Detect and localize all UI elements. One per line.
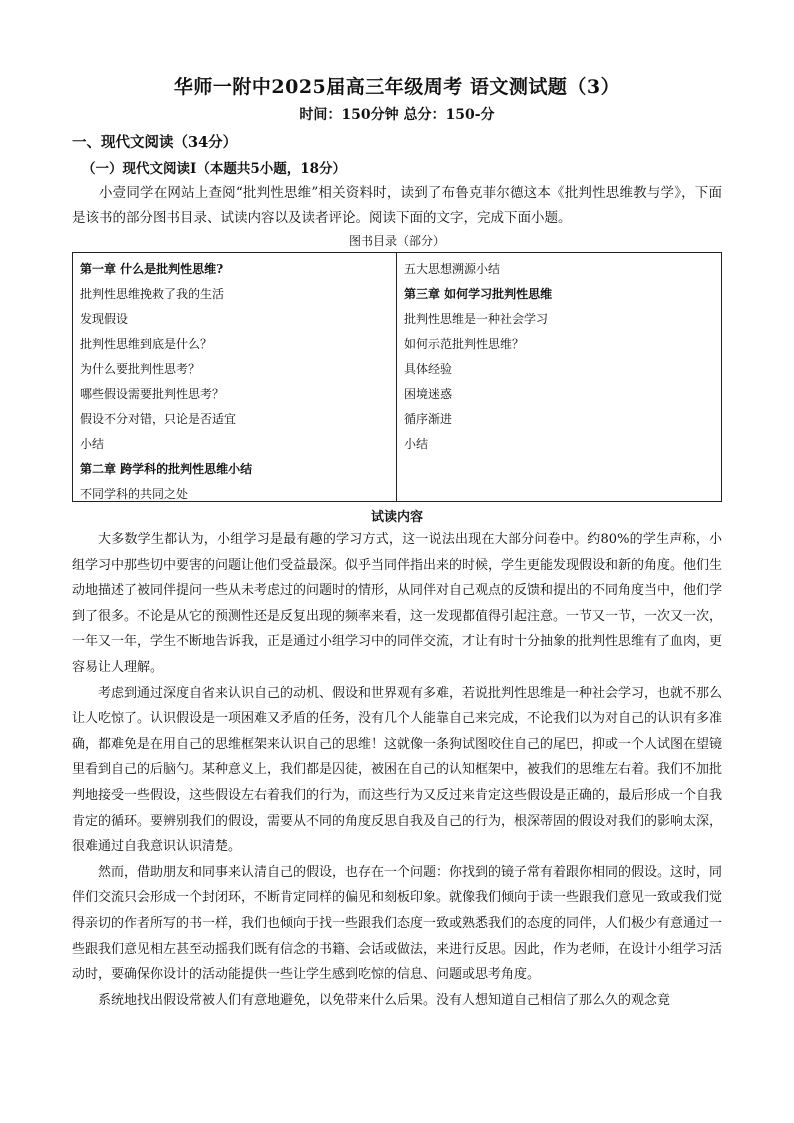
toc-chapter-heading: 第二章 跨学科的批判性思维小结 xyxy=(80,462,253,476)
toc-caption: 图书目录（部分） xyxy=(348,234,445,248)
toc-entry: 为什么要批判性思考？ xyxy=(80,362,201,376)
toc-entry: 小结 xyxy=(80,437,105,451)
toc-entry: 哪些假设需要批判性思考？ xyxy=(80,387,225,401)
toc-entry: 循序渐进 xyxy=(404,412,453,426)
subsection-heading: （一）现代文阅读I（本题共5小题，18分） xyxy=(82,161,346,177)
reading-title: 试读内容 xyxy=(370,510,423,525)
toc-entry: 如何示范批判性思维？ xyxy=(404,337,525,351)
toc-entry: 不同学科的共同之处 xyxy=(80,487,189,501)
toc-entry: 五大思想溯源小结 xyxy=(404,262,501,276)
toc-chapter-heading: 第一章 什么是批判性思维? xyxy=(80,262,224,276)
reading-body xyxy=(72,527,722,1013)
section-heading: 一、现代文阅读（34分） xyxy=(72,134,238,151)
reading-paragraph: 考虑到通过深度自省来认识自己的动机、假设和世界观有多难，若说批判性思维是一种社会学习，也就不那么让人吃惊了。认识假设是一项困难又矛盾的任务，没有几个人能靠自己来完成，不论我们以为对自己的认识有多准确，都难免是在用自己的思维框架来认识自己的思维！这就像一条狗试图咬住自己的尾巴，抑或一个人试图在望镜里看到自己的后脑勺。某种意义上，我们都是囚徒，被困在自己的认知框架中，被我们的思维左右着。我们不加批判地接受一些假设，这些假设左右着我们的行为，而这些行为又反过来肯定这些假设是正确的，最后形成一个自我肯定的循环。要辨别我们的假设，需要从不同的角度反思自我及自己的行为，根深蒂固的假设对我们的影响太深，很难通过自我意识认识清楚。 xyxy=(72,685,723,855)
toc-entry: 批判性思维是一种社会学习 xyxy=(404,312,549,326)
intro-paragraph: 小壹同学在网站上查阅“批判性思维”相关资料时，读到了布鲁克菲尔德这本《批判性思维教与学》，下面是该书的部分图书目录、试读内容以及读者评论。阅读下面的文字，完成下面小题。 xyxy=(72,185,722,226)
toc-entry: 批判性思维挽救了我的生活 xyxy=(80,287,225,301)
toc-chapter-heading: 第三章 如何学习批判性思维 xyxy=(404,287,553,301)
toc-entry: 困境迷惑 xyxy=(404,387,453,401)
reading-paragraph: 然而，借助朋友和同事来认清自己的假设，也存在一个问题：你找到的镜子常有着跟你相同的假设。这时，同伴们交流只会形成一个封闭环，不断肯定同样的偏见和刻板印象。就像我们倾向于读一些跟我们意见一致或我们觉得亲切的作者所写的书一样，我们也倾向于找一些跟我们态度一致或熟悉我们的态度的同伴，人们极少有意通过一些跟我们意见相左甚至动摇我们既有信念的书籍、会话或做法，来进行反思。因此，作为老师，在设计小组学习活动时，要确保你设计的活动能提供一些让学生感到吃惊的信息、问题或思考角度。 xyxy=(72,864,723,983)
exam-title: 华师一附中2025届高三年级周考 语文测试题（3） xyxy=(173,76,621,98)
toc-entry: 具体经验 xyxy=(404,362,453,376)
toc-right-column xyxy=(397,253,721,501)
exam-time-and-score: 时间：150分钟 总分：150-分 xyxy=(299,107,495,123)
toc-table xyxy=(72,252,722,502)
reading-paragraph: 大多数学生都认为，小组学习是最有趣的学习方式，这一说法出现在大部分问卷中。约80%的学生声称，小组学习中那些切中要害的问题让他们受益最深。似乎当同伴指出来的时候，学生更能发现假设和新的角度。他们生动地描述了被同伴提问一些从未考虑过的问题时的情形，从同伴对自己观点的反馈和提出的不同角度当中，他们学到了很多。不论是从它的预测性还是反复出现的频率来看，这一发现都值得引起注意。一节又一节，一次又一次，一年又一年，学生不断地告诉我，正是通过小组学习中的同伴交流，才让有时十分抽象的批判性思维有了血肉，更容易让人理解。 xyxy=(72,532,723,675)
toc-left-column xyxy=(73,253,397,501)
toc-entry: 假设不分对错，只论是否适宜 xyxy=(80,412,237,426)
toc-entry: 小结 xyxy=(404,437,429,451)
toc-entry: 批判性思维到底是什么？ xyxy=(80,337,213,351)
toc-entry: 发现假设 xyxy=(80,312,129,326)
reading-paragraph: 系统地找出假设常被人们有意地避免，以免带来什么后果。没有人想知道自己相信了那么久的观念竟 xyxy=(98,992,671,1008)
